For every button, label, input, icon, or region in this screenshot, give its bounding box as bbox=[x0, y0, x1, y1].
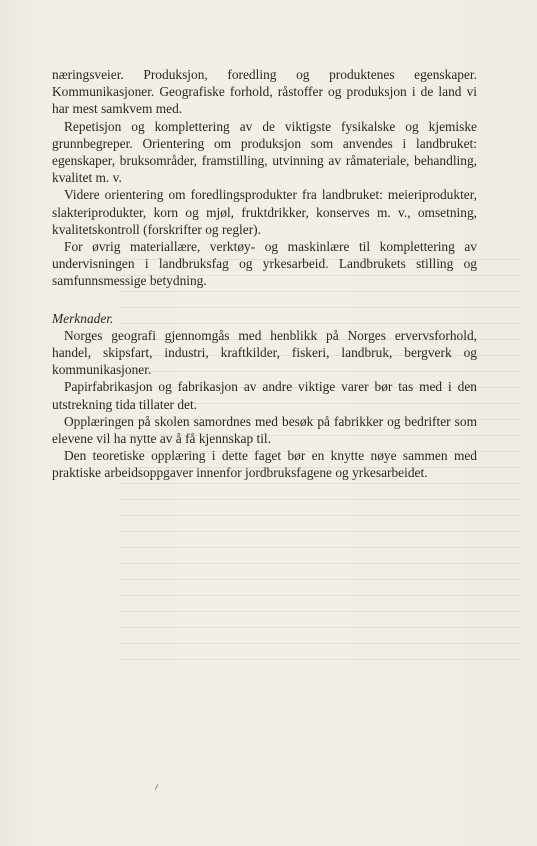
paragraph: For øvrig materiallære, verktøy- og maskinlære til komplettering av undervisningen i landbruksfag og yrkesarbeid. Landbrukets stilling og samfunnsmessige betydning. bbox=[52, 239, 477, 289]
paragraph: Norges geografi gjennomgås med henblikk på Norges ervervsforhold, handel, skipsfart, industri, kraftkilder, fiskeri, landbruk, bergverk og kommunikasjoner. bbox=[52, 327, 477, 378]
paragraph: Den teoretiske opplæring i dette faget bør en knytte nøye sammen med praktiske arbeidsoppgaver innenfor jordbruksfagene og yrkesarbeidet. bbox=[52, 448, 477, 481]
paragraph: Opplæringen på skolen samordnes med besøk på fabrikker og bedrifter som elevene vil ha nytte av å få kjennskap til. bbox=[52, 413, 477, 447]
paragraph: Videre orientering om foredlingsprodukter fra landbruket: meieriprodukter, slakteriprodukter, korn og mjøl, fruktdrikker, konserves m. v., omsetning, kvalitetskontroll (forskrifter og regler). bbox=[52, 187, 477, 237]
body-text bbox=[52, 66, 477, 482]
paragraph: næringsveier. Produksjon, foredling og produktenes egenskaper. Kommunikasjoner. Geografiske forhold, råstoffer og produksjon i de land vi har mest samkvem med. bbox=[52, 67, 477, 117]
paragraph: Repetisjon og komplettering av de viktigste fysikalske og kjemiske grunnbegreper. Orientering om produksjon som anvendes i landbruket: egenskaper, bruksområder, framstilling, utvinning av råmateriale, behandling, kvalitet m. v. bbox=[52, 118, 477, 186]
section-heading: Merknader. bbox=[52, 310, 114, 326]
pencil-mark bbox=[155, 784, 159, 790]
paragraph: Papirfabrikasjon og fabrikasjon av andre viktige varer bør tas med i den utstrekning tida tillater det. bbox=[52, 379, 477, 412]
